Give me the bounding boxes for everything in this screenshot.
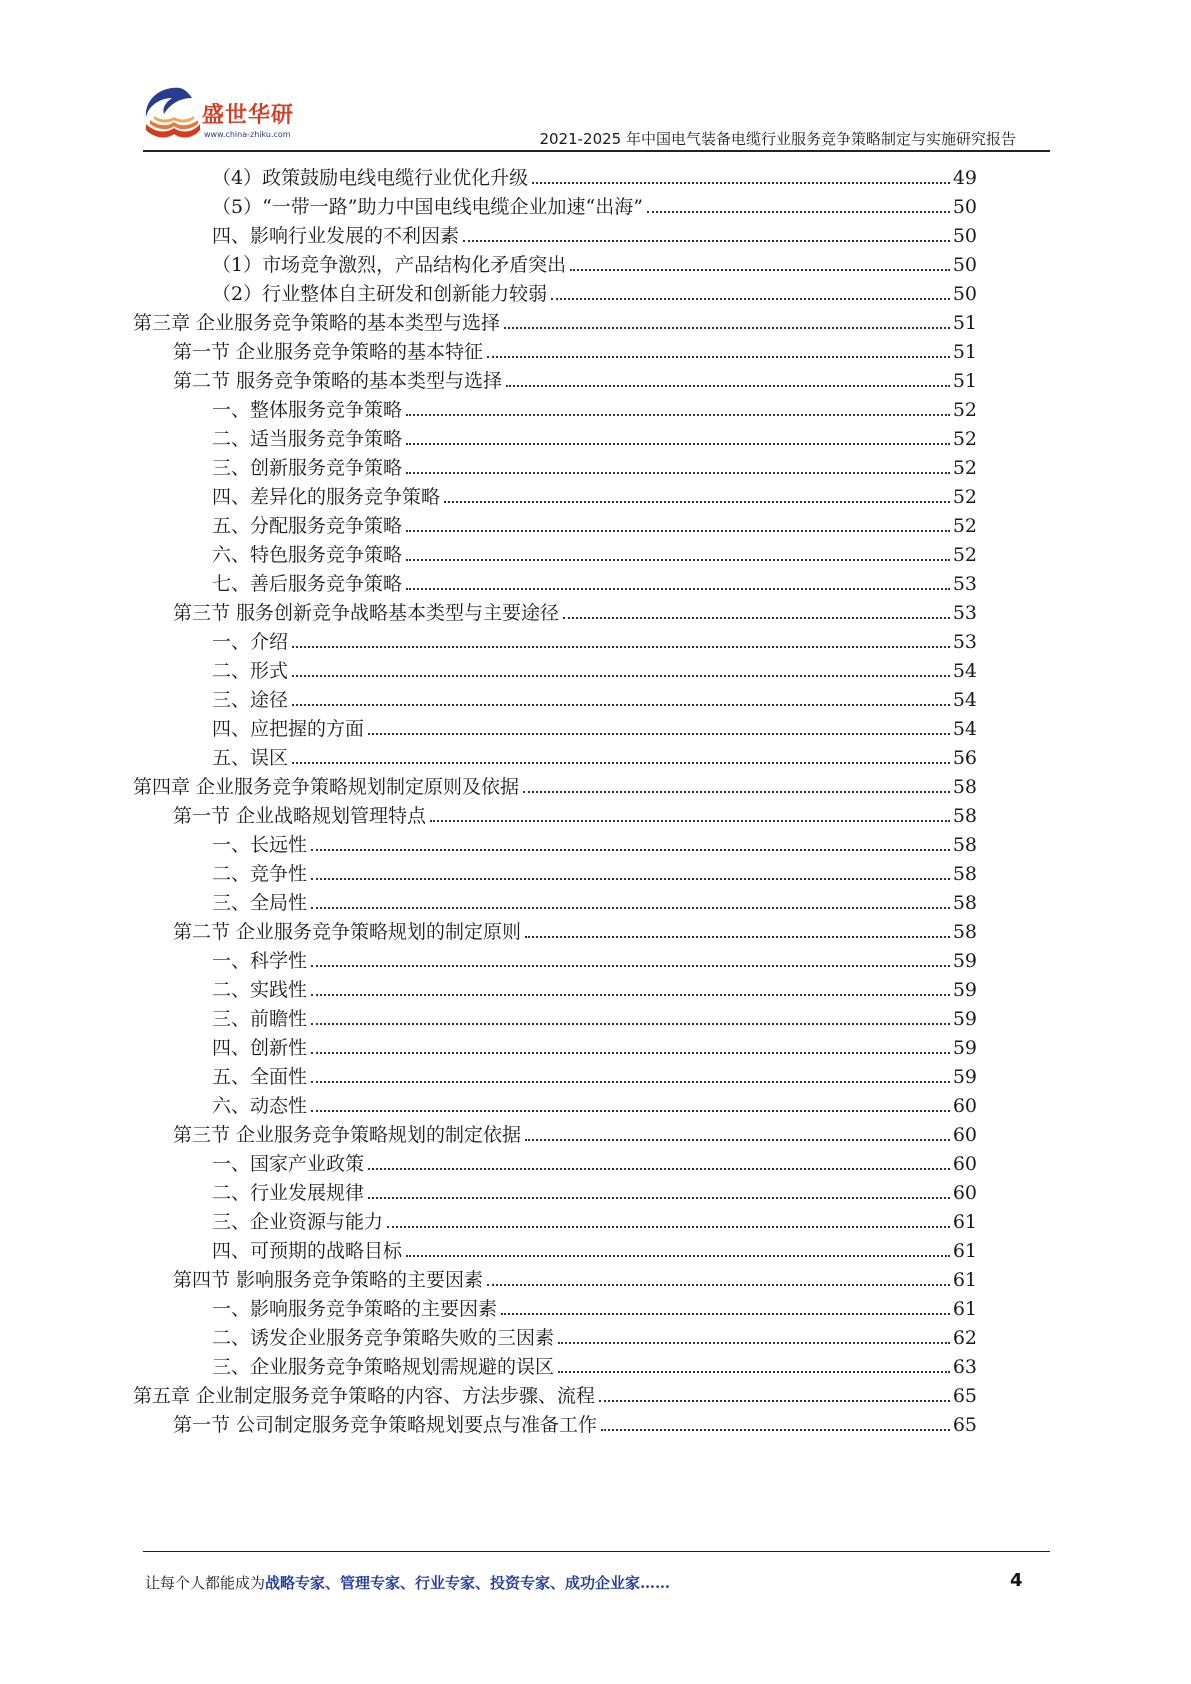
toc-leader-dots xyxy=(523,791,950,793)
toc-entry-page: 51 xyxy=(952,370,977,392)
toc-leader-dots xyxy=(487,356,950,358)
toc-entry-page: 59 xyxy=(952,979,977,1001)
toc-entry-page: 58 xyxy=(952,921,977,943)
toc-entry-title: 第五章 企业制定服务竞争策略的内容、方法步骤、流程 xyxy=(133,1385,596,1407)
toc-entry[interactable] xyxy=(212,537,977,568)
toc-leader-dots xyxy=(311,965,950,967)
toc-entry-title: 一、影响服务竞争策略的主要因素 xyxy=(212,1298,498,1320)
toc-entry-page: 51 xyxy=(952,341,977,363)
toc-entry-page: 59 xyxy=(952,1037,977,1059)
toc-entry[interactable] xyxy=(212,740,977,771)
toc-leader-dots xyxy=(292,646,950,648)
toc-entry[interactable] xyxy=(212,479,977,510)
toc-entry-title: 一、整体服务竞争策略 xyxy=(212,399,403,421)
toc-entry-page: 52 xyxy=(952,457,977,479)
toc-entry-title: 一、国家产业政策 xyxy=(212,1153,365,1175)
toc-leader-dots xyxy=(368,1168,950,1170)
toc-entry[interactable] xyxy=(212,1291,977,1322)
toc-leader-dots xyxy=(311,1052,950,1054)
toc-entry[interactable] xyxy=(133,305,977,336)
toc-entry-page: 53 xyxy=(952,631,977,653)
toc-leader-dots xyxy=(563,617,950,619)
toc-entry-title: 二、竞争性 xyxy=(212,863,308,885)
toc-entry-page: 49 xyxy=(952,167,977,189)
page-number: 4 xyxy=(1010,1570,1023,1591)
toc-leader-dots xyxy=(504,327,950,329)
toc-entry[interactable] xyxy=(173,1117,977,1148)
toc-entry-page: 60 xyxy=(952,1153,977,1175)
toc-entry[interactable] xyxy=(212,1059,977,1090)
toc-leader-dots xyxy=(387,1226,950,1228)
toc-entry[interactable] xyxy=(212,943,977,974)
toc-entry-page: 53 xyxy=(952,602,977,624)
toc-entry[interactable] xyxy=(212,856,977,887)
toc-entry-title: （2）行业整体自主研发和创新能力较弱 xyxy=(212,283,548,305)
logo-name: 盛世华研 xyxy=(202,103,295,128)
toc-entry-title: 五、分配服务竞争策略 xyxy=(212,515,403,537)
toc-entry[interactable] xyxy=(212,566,977,597)
toc-entry-title: 二、适当服务竞争策略 xyxy=(212,428,403,450)
toc-leader-dots xyxy=(532,182,950,184)
toc-entry-title: 一、长远性 xyxy=(212,834,308,856)
toc-entry-page: 58 xyxy=(952,834,977,856)
toc-entry[interactable] xyxy=(212,276,977,307)
toc-leader-dots xyxy=(406,1255,950,1257)
toc-entry-title: 二、诱发企业服务竞争策略失败的三因素 xyxy=(212,1327,555,1349)
toc-entry-title: 三、前瞻性 xyxy=(212,1008,308,1030)
toc-entry-page: 52 xyxy=(952,399,977,421)
toc-entry[interactable] xyxy=(133,769,977,800)
toc-leader-dots xyxy=(311,849,950,851)
slogan-highlight: 战略专家、管理专家、行业专家、投资专家、成功企业家…… xyxy=(265,1574,671,1592)
toc-entry-page: 61 xyxy=(952,1298,977,1320)
toc-entry-page: 54 xyxy=(952,718,977,740)
toc-entry-title: 四、应把握的方面 xyxy=(212,718,365,740)
toc-entry-page: 59 xyxy=(952,950,977,972)
toc-entry[interactable] xyxy=(212,160,977,191)
toc-entry[interactable] xyxy=(173,798,977,829)
toc-leader-dots xyxy=(599,1400,950,1402)
toc-entry[interactable] xyxy=(212,218,977,249)
toc-leader-dots xyxy=(292,675,950,677)
toc-entry[interactable] xyxy=(212,682,977,713)
toc-entry-page: 50 xyxy=(952,196,977,218)
toc-leader-dots xyxy=(601,1429,950,1431)
toc-leader-dots xyxy=(551,298,950,300)
toc-entry-page: 60 xyxy=(952,1124,977,1146)
toc-entry-title: 第三节 服务创新竞争战略基本类型与主要途径 xyxy=(173,602,560,624)
toc-entry-page: 50 xyxy=(952,225,977,247)
toc-leader-dots xyxy=(406,472,950,474)
toc-entry-page: 51 xyxy=(952,312,977,334)
toc-entry-page: 58 xyxy=(952,776,977,798)
toc-leader-dots xyxy=(368,733,950,735)
toc-entry-title: 二、形式 xyxy=(212,660,289,682)
toc-leader-dots xyxy=(406,588,950,590)
book-swirl-logo-icon xyxy=(140,80,210,150)
toc-entry[interactable] xyxy=(173,1262,977,1293)
toc-entry-page: 58 xyxy=(952,863,977,885)
toc-entry-title: 三、企业服务竞争策略规划需规避的误区 xyxy=(212,1356,555,1378)
toc-entry[interactable] xyxy=(212,1233,977,1264)
footer-slogan xyxy=(145,1572,670,1593)
toc-entry-page: 60 xyxy=(952,1182,977,1204)
toc-leader-dots xyxy=(406,414,950,416)
toc-leader-dots xyxy=(501,1313,950,1315)
toc-entry-page: 52 xyxy=(952,486,977,508)
toc-leader-dots xyxy=(311,907,950,909)
toc-leader-dots xyxy=(444,501,950,503)
toc-entry[interactable] xyxy=(212,392,977,423)
toc-entry-title: 六、动态性 xyxy=(212,1095,308,1117)
toc-entry-title: 三、创新服务竞争策略 xyxy=(212,457,403,479)
report-title: 2021-2025 年中国电气装备电缆行业服务竞争策略制定与实施研究报告 xyxy=(539,130,1016,148)
toc-entry-page: 61 xyxy=(952,1269,977,1291)
toc-entry-page: 52 xyxy=(952,428,977,450)
toc-entry[interactable] xyxy=(212,1204,977,1235)
toc-entry[interactable] xyxy=(173,334,977,365)
toc-entry-page: 52 xyxy=(952,544,977,566)
toc-entry-page: 62 xyxy=(952,1327,977,1349)
toc-entry-title: 第三节 企业服务竞争策略规划的制定依据 xyxy=(173,1124,522,1146)
toc-entry-title: 七、善后服务竞争策略 xyxy=(212,573,403,595)
toc-leader-dots xyxy=(506,385,950,387)
toc-entry-title: 第二节 服务竞争策略的基本类型与选择 xyxy=(173,370,503,392)
toc-entry-page: 61 xyxy=(952,1240,977,1262)
toc-entry[interactable] xyxy=(212,653,977,684)
toc-entry-title: （5）“一带一路”助力中国电线电缆企业加速“出海” xyxy=(212,196,643,218)
toc-entry[interactable] xyxy=(212,189,977,220)
toc-entry-page: 53 xyxy=(952,573,977,595)
toc-entry-title: 第三章 企业服务竞争策略的基本类型与选择 xyxy=(133,312,501,334)
toc-entry[interactable] xyxy=(212,1175,977,1206)
toc-entry-page: 59 xyxy=(952,1008,977,1030)
header-divider xyxy=(143,150,1050,152)
toc-leader-dots xyxy=(292,762,950,764)
toc-leader-dots xyxy=(311,994,950,996)
toc-entry-page: 50 xyxy=(952,283,977,305)
toc-entry-title: 第一节 企业战略规划管理特点 xyxy=(173,805,427,827)
toc-entry-title: 五、误区 xyxy=(212,747,289,769)
toc-entry-title: 第一节 公司制定服务竞争策略规划要点与准备工作 xyxy=(173,1414,598,1436)
toc-entry-title: 第二节 企业服务竞争策略规划的制定原则 xyxy=(173,921,522,943)
toc-leader-dots xyxy=(406,559,950,561)
toc-entry-title: 三、全局性 xyxy=(212,892,308,914)
toc-entry-title: 三、途径 xyxy=(212,689,289,711)
toc-entry[interactable] xyxy=(133,1378,977,1409)
logo-url: www.china-zhiku.com xyxy=(204,130,291,139)
toc-entry[interactable] xyxy=(212,1320,977,1351)
slogan-lead: 让每个人都能成为 xyxy=(145,1574,266,1592)
toc-entry[interactable] xyxy=(212,421,977,452)
toc-entry[interactable] xyxy=(173,1407,977,1438)
toc-entry-title: 第四节 影响服务竞争策略的主要因素 xyxy=(173,1269,484,1291)
toc-entry-page: 60 xyxy=(952,1095,977,1117)
toc-leader-dots xyxy=(311,1023,950,1025)
toc-entry-title: 四、可预期的战略目标 xyxy=(212,1240,403,1262)
toc-leader-dots xyxy=(292,704,950,706)
toc-entry-page: 65 xyxy=(952,1385,977,1407)
toc-entry[interactable] xyxy=(173,914,977,945)
toc-entry-page: 56 xyxy=(952,747,977,769)
toc-leader-dots xyxy=(558,1342,950,1344)
toc-entry[interactable] xyxy=(212,508,977,539)
toc-entry-page: 54 xyxy=(952,660,977,682)
toc-leader-dots xyxy=(406,530,950,532)
toc-entry-page: 63 xyxy=(952,1356,977,1378)
toc-entry-title: 第一节 企业服务竞争策略的基本特征 xyxy=(173,341,484,363)
toc-entry-title: （4）政策鼓励电线电缆行业优化升级 xyxy=(212,167,529,189)
toc-entry[interactable] xyxy=(173,595,977,626)
toc-leader-dots xyxy=(311,1081,950,1083)
toc-leader-dots xyxy=(406,443,950,445)
toc-entry[interactable] xyxy=(212,450,977,481)
toc-entry-page: 54 xyxy=(952,689,977,711)
toc-leader-dots xyxy=(368,1197,950,1199)
toc-entry[interactable] xyxy=(212,711,977,742)
toc-entry-title: 第四章 企业服务竞争策略规划制定原则及依据 xyxy=(133,776,520,798)
toc-entry-title: 一、介绍 xyxy=(212,631,289,653)
footer-divider xyxy=(143,1551,1050,1552)
toc-entry-page: 58 xyxy=(952,892,977,914)
toc-entry-title: 一、科学性 xyxy=(212,950,308,972)
toc-entry-page: 58 xyxy=(952,805,977,827)
toc-entry[interactable] xyxy=(212,1088,977,1119)
toc-leader-dots xyxy=(570,269,950,271)
toc-entry[interactable] xyxy=(173,363,977,394)
toc-entry[interactable] xyxy=(212,624,977,655)
toc-entry-title: 四、影响行业发展的不利因素 xyxy=(212,225,460,247)
toc-entry-title: 二、实践性 xyxy=(212,979,308,1001)
toc-leader-dots xyxy=(525,1139,950,1141)
toc-entry-page: 65 xyxy=(952,1414,977,1436)
toc-entry-page: 61 xyxy=(952,1211,977,1233)
company-logo xyxy=(140,80,320,150)
toc-entry[interactable] xyxy=(212,972,977,1003)
toc-leader-dots xyxy=(463,240,950,242)
page-header xyxy=(0,0,1191,150)
toc-entry-title: 四、差异化的服务竞争策略 xyxy=(212,486,441,508)
toc-leader-dots xyxy=(487,1284,950,1286)
toc-entry-title: 五、全面性 xyxy=(212,1066,308,1088)
toc-entry-page: 52 xyxy=(952,515,977,537)
toc-entry-title: （1）市场竞争激烈，产品结构化矛盾突出 xyxy=(212,254,567,276)
toc-leader-dots xyxy=(311,878,950,880)
toc-entry-title: 四、创新性 xyxy=(212,1037,308,1059)
toc-entry-title: 二、行业发展规律 xyxy=(212,1182,365,1204)
toc-leader-dots xyxy=(558,1371,950,1373)
toc-leader-dots xyxy=(430,820,950,822)
toc-leader-dots xyxy=(647,211,950,213)
toc-entry-page: 59 xyxy=(952,1066,977,1088)
toc-entry[interactable] xyxy=(212,1030,977,1061)
toc-entry[interactable] xyxy=(212,827,977,858)
toc-leader-dots xyxy=(311,1110,950,1112)
toc-entry[interactable] xyxy=(212,885,977,916)
toc-entry[interactable] xyxy=(212,1001,977,1032)
toc-entry-page: 50 xyxy=(952,254,977,276)
toc-entry-title: 六、特色服务竞争策略 xyxy=(212,544,403,566)
toc-entry[interactable] xyxy=(212,1146,977,1177)
toc-entry[interactable] xyxy=(212,1349,977,1380)
toc-entry-title: 三、企业资源与能力 xyxy=(212,1211,384,1233)
toc-entry[interactable] xyxy=(212,247,977,278)
toc-leader-dots xyxy=(525,936,950,938)
